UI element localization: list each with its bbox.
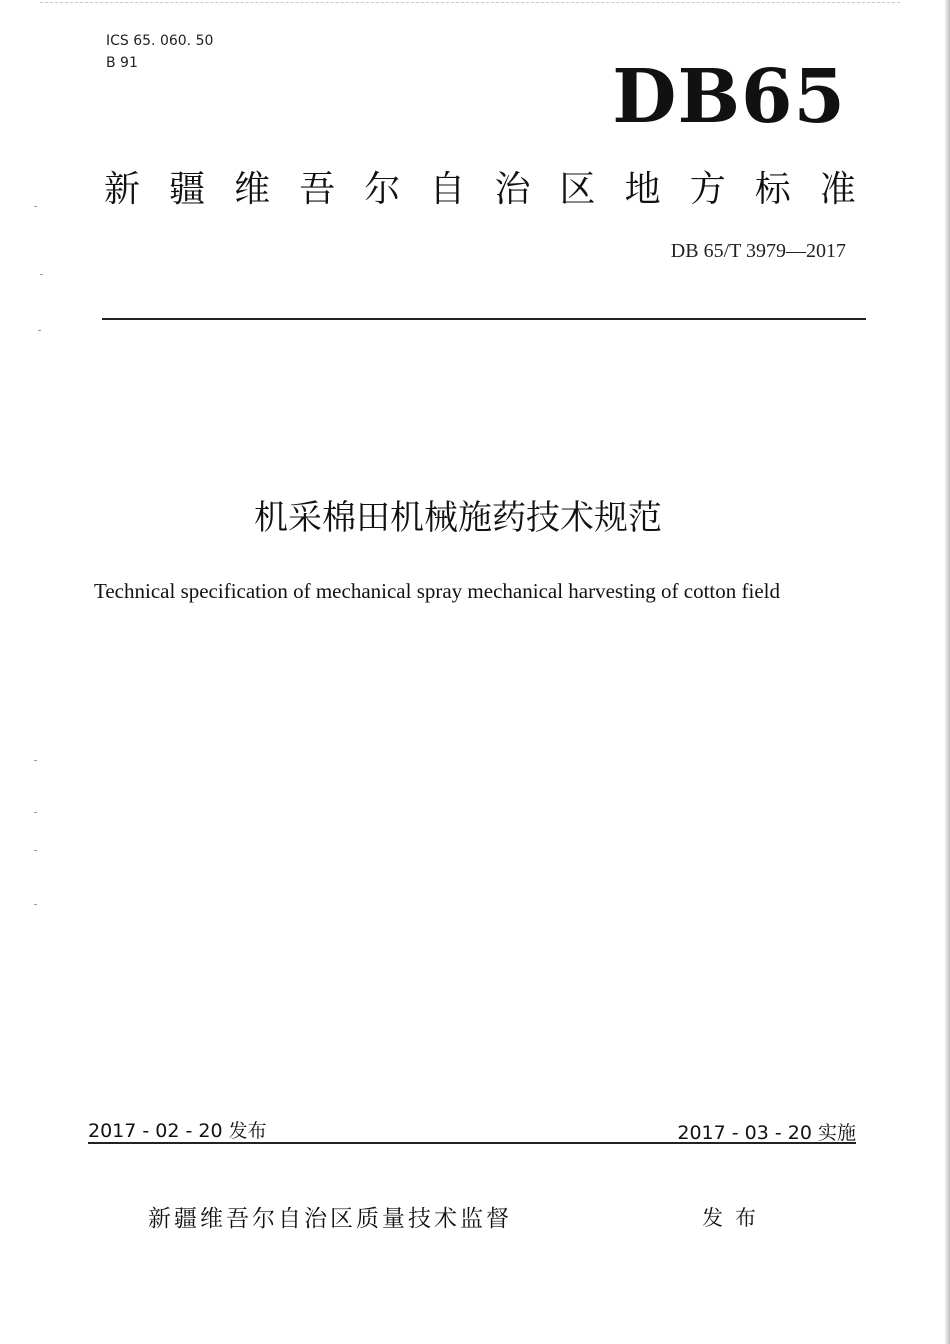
category-char: 新 bbox=[104, 169, 141, 210]
category-char: 疆 bbox=[169, 169, 206, 210]
scan-speck bbox=[40, 274, 43, 275]
category-char: 标 bbox=[754, 169, 791, 210]
standard-number: DB 65/T 3979—2017 bbox=[670, 240, 846, 262]
document-title-chinese: 机采棉田机械施药技术规范 bbox=[254, 498, 662, 538]
scan-speck bbox=[38, 330, 41, 331]
scan-speck bbox=[34, 904, 37, 905]
issuing-authority: 新疆维吾尔自治区质量技术监督 bbox=[148, 1206, 512, 1232]
standard-mark-logo: DB65 bbox=[612, 54, 846, 140]
footer-divider bbox=[88, 1142, 856, 1144]
implementation-date: 2017 - 03 - 20 实施 bbox=[677, 1122, 856, 1144]
issued-label: 发布 bbox=[702, 1206, 768, 1230]
page-edge-shadow bbox=[944, 0, 950, 1344]
ccs-code: B 91 bbox=[106, 55, 138, 71]
category-char: 地 bbox=[624, 169, 661, 210]
category-char: 治 bbox=[494, 169, 531, 210]
classification-codes bbox=[106, 30, 213, 74]
standard-category bbox=[104, 166, 856, 214]
scan-speck bbox=[34, 812, 37, 813]
category-char: 尔 bbox=[364, 169, 401, 210]
scan-speck bbox=[34, 760, 37, 761]
category-char: 维 bbox=[234, 169, 271, 210]
category-char: 准 bbox=[819, 169, 856, 210]
scan-speck bbox=[34, 206, 37, 207]
document-title-english: Technical specification of mechanical spray mechanical harvesting of cotton field bbox=[94, 579, 780, 603]
category-char: 区 bbox=[559, 169, 596, 210]
category-char: 自 bbox=[429, 169, 466, 210]
category-char: 方 bbox=[689, 169, 726, 210]
scan-speck bbox=[34, 850, 37, 851]
scan-edge-line bbox=[40, 2, 900, 3]
ics-code: ICS 65. 060. 50 bbox=[106, 33, 214, 49]
header-divider bbox=[102, 318, 866, 320]
category-char: 吾 bbox=[299, 169, 336, 210]
issue-date: 2017 - 02 - 20 发布 bbox=[88, 1120, 267, 1142]
